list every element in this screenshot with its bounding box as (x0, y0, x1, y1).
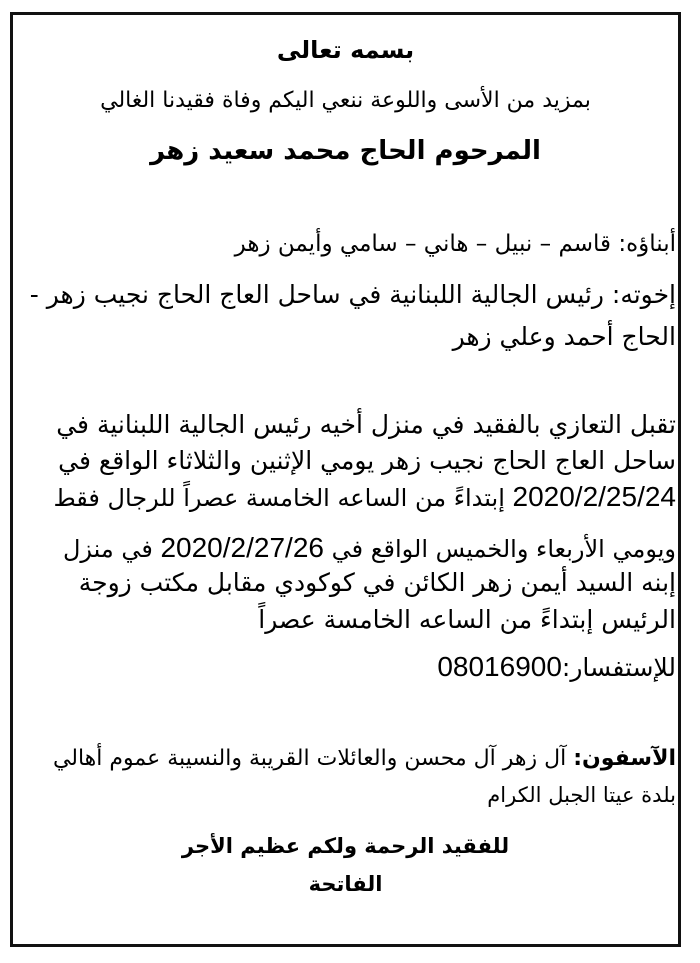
second-line-2: إبنه السيد أيمن زهر الكائن في كوكودي مقابل مكتب زوجة (78, 568, 676, 597)
second-line-1-prefix: ويومي الأربعاء والخميس الواقع في (331, 535, 676, 563)
closing-line: للفقيد الرحمة ولكم عظيم الأجر (181, 834, 510, 858)
mourners-line-2: بلدة عيتا الجبل الكرام (487, 783, 676, 807)
condolence-line-3 (53, 483, 676, 511)
sons-label: أبناؤه: (618, 231, 676, 257)
heading: بسمه تعالى (276, 36, 415, 64)
condolence-date: 2020/2/25/24 (512, 481, 676, 512)
inquiry-line (437, 653, 676, 681)
condolence-line-1: تقبل التعازي بالفقيد في منزل أخيه رئيس الجالية اللبنانية في (56, 410, 676, 439)
inquiry-phone: 08016900 (437, 651, 562, 682)
brothers-line (30, 282, 676, 307)
sons-names: قاسم – نبيل – هاني – سامي وأيمن زهر (234, 231, 612, 257)
mourners-label: الآسفون: (573, 746, 676, 771)
second-line-1 (63, 534, 676, 562)
deceased-name: المرحوم الحاج محمد سعيد زهر (150, 136, 541, 166)
brothers-names-2: الحاج أحمد وعلي زهر (452, 322, 676, 351)
inquiry-label: للإستفسار: (561, 653, 676, 682)
second-line-1-suffix: في منزل (62, 535, 153, 563)
announcement: بمزيد من الأسى واللوعة ننعي اليكم وفاة فقيدنا الغالي (100, 88, 591, 113)
condolence-time: إبتداءً من الساعه الخامسة عصراً للرجال فقط (53, 484, 505, 512)
mourners-line-1 (53, 748, 676, 770)
brothers-names-1: رئيس الجالية اللبنانية في ساحل العاج الحاج نجيب زهر - (29, 280, 604, 309)
mourners-names-1: آل زهر آل محسن والعائلات القريبة والنسيبة عموم أهالي (52, 746, 567, 771)
second-date: 2020/2/27/26 (160, 532, 324, 563)
second-line-3: الرئيس إبتداءً من الساعه الخامسة عصراً (258, 605, 676, 634)
brothers-label: إخوته: (611, 280, 676, 309)
sons-line (235, 233, 676, 256)
condolence-line-2: ساحل العاج الحاج نجيب زهر يومي الإثنين والثلاثاء الواقع في (58, 446, 676, 475)
fatiha: الفاتحة (308, 872, 383, 896)
